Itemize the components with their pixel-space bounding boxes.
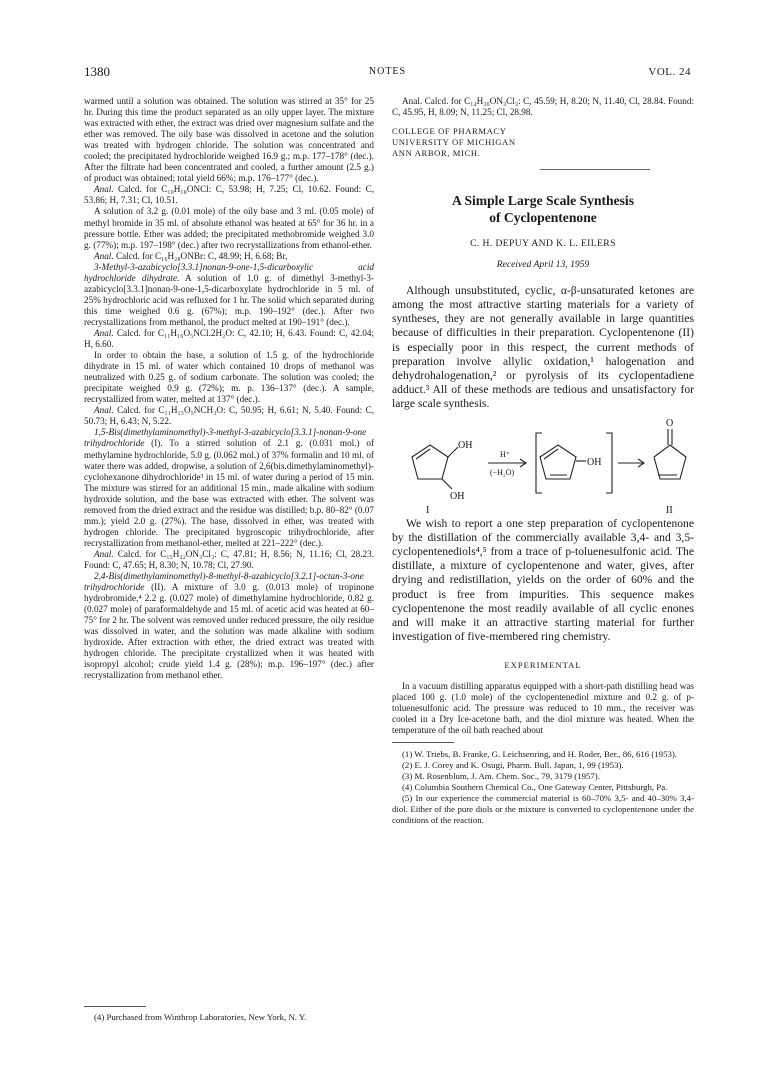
footnote-rule (84, 1006, 146, 1007)
reagent-water: (−H₂O) (490, 468, 515, 478)
report-text (392, 517, 694, 644)
compound-label-I: I (426, 505, 430, 517)
paragraph: A solution of 3.2 g. (0.01 mole) of the oily base and 3 ml. (0.05 mole) of methyl bromide in 35 ml. of absolute ethanol was heated at 65° for 36 hr. in a pressure bottle. Ether was added; the precipitated methobromide weighed 3.0 g. (77%); m.p. 197–198° (dec.) after two recrystallizations from ethanol-ether. (84, 206, 374, 250)
analysis-line: Anal. Calcd. for C₁₀H₁₈ONCl: C, 53.98; H, 7.25; Cl, 10.62. Found: C, 53.86; H, 7.31; Cl, 10.51. (84, 184, 374, 206)
footnote-3: (3) M. Rosenblum, J. Am. Chem. Soc., 79, 3179 (1957). (402, 771, 600, 782)
article-title: A Simple Large Scale Synthesis of Cyclopentenone (451, 193, 634, 226)
cyclopentene-ring-I (412, 445, 448, 479)
label-carbonyl-o: O (666, 418, 674, 430)
label-oh-top: OH (458, 440, 473, 452)
cyclopentenone-ring-II (654, 445, 686, 479)
reaction-scheme (392, 415, 694, 517)
oh-bond-bottom (442, 479, 452, 489)
analysis-line: Anal. Calcd. for C₁₁H₁₅O₅NCH₃O: C, 50.95; H, 6.61; N, 5.40. Found: C, 50.73; H, 6.43; N, 5.22. (84, 405, 374, 427)
footnote-4-left: (4) Purchased from Winthrop Laboratories, New York, N. Y. (94, 1012, 307, 1022)
right-column (392, 96, 694, 826)
affiliation (392, 126, 694, 159)
analysis-line: Anal. Calcd. for C₁₄H₃₀ON₃Cl₃: C, 45.59; H, 8.20; N, 11.40, Cl, 28.84. Found: C, 45.95, H, 8.09; N, 11.25; Cl, 28.98. (392, 96, 694, 118)
footnote-2: (2) E. J. Corey and K. Osugi, Pharm. Bull. Japan, 1, 99 (1953). (402, 760, 624, 771)
label-oh-bottom: OH (450, 491, 465, 503)
received-date: Received April 13, 1959 (496, 259, 590, 271)
paragraph: 2,4-Bis(dimethylaminomethyl)-8-methyl-8-azabicyclo[3.2.1]-octan-3-one trihydrochloride (II). A mixture of 3.0 g. (0.013 mole) of tropinone hydrobromide,⁴ 2.2 g. (0.027 mole) of dimethylamine hydrochloride, 0.82 g. (0.027 mole) of paraformaldehyde and 15 ml. of acetic acid was heated at 60–75° for 2 hr. The solvent was removed under reduced pressure, the oily residue was dissolved in water, and the solution was made alkaline with sodium hydroxide. After extraction with ether, the dried extract was treated with hydrogen chloride. The precipitate crystallized when it was heated with isopropyl alcohol; crude yield 1.4 g. (28%); m.p. 196–197° (dec.) after recrystallization from methanol ether. (84, 571, 374, 681)
experimental-paragraph: In a vacuum distilling apparatus equipped with a short-path distilling head was placed 100 g. (1.0 mole) of the cyclopentenediol mixture and 0.2 g. of p-toluenesulfonic acid. The pressure was reduced to 10 mm., the receiver was cooled in a Dry Ice-acetone bath, and the diol mixture was heated. When the temperature of the oil bath reached about (392, 680, 694, 736)
footnote-4: (4) Columbia Southern Chemical Co., One Gateway Center, Pittsburgh, Pa. (402, 782, 668, 793)
intermediate-ring (540, 445, 576, 479)
footnotes (392, 749, 694, 826)
double-bond-int-1 (544, 449, 558, 459)
page-header (84, 64, 691, 80)
paragraph: warmed until a solution was obtained. The solution was stirred at 35° for 25 hr. During this time the product separated as an oily upper layer. The mixture was extracted with ether, the extract was dried over magnesium sulfate and the ether was removed. The oily base was dissolved in acetone and the solution was treated with hydrogen chloride. The solution was concentrated and cooled; the precipitated hydrochloride weighed 16.9 g.; m.p. 177–178° (dec.). After the filtrate had been concentrated and cooled, a further amount (2.5 g.) of product was obtained; total yield 66%; m.p. 176–177° (dec.). (84, 96, 374, 184)
reagent-acid: H⁺ (500, 450, 510, 460)
footnote-5: (5) In our experience the commercial material is 60–70% 3,5- and 40–30% 3,4- diol. Either of the pure diols or the mixture is converted to cyclopentenone under the conditions of the reaction. (392, 793, 694, 826)
compound-label-II: II (666, 505, 673, 517)
analysis-line: Anal. Calcd. for C₁₆H₂₈ONBr: C, 48.99; H, 6.68; Br, (94, 250, 288, 261)
paragraph: Although unsubstituted, cyclic, α-β-unsaturated ketones are among the most attractive starting materials for a variety of syntheses, they are not generally available in large quantities because of difficulties in their preparation. Cyclopentenone (II) is especially poor in this respect, the current methods of preparation involve allylic oxidation,¹ halogenation and dehydrohalogenation,² or pyrolysis of its cyclopentadiene adduct.³ All of these methods are tedious and unsatisfactory for large scale synthesis. (392, 284, 694, 410)
section-name: NOTES (368, 66, 407, 77)
reaction-scheme-svg (392, 415, 694, 517)
double-bond-I (416, 449, 430, 459)
paragraph: We wish to report a one step preparation of cyclopentenone by the distillation of the commercially available 3,4- and 3,5-cyclopentenediols⁴,⁵ from a trace of p-toluenesulfonic acid. The distillate, a mixture of cyclopentenone and water, gives, after drying and redistillation, yields on the order of 60% and the product is free from impurities. This sequence makes cyclopentenone the most readily available of all cyclic enones and will make it an attractive starting material for further investigation of five-membered ring chemistry. (392, 517, 694, 643)
footnote-rule (392, 742, 454, 743)
analysis-line: Anal. Calcd. for C₁₁H₁₆O₅NCl.2H₂O: C, 42.10; H, 6.43. Found: C, 42.04; H, 6.60. (84, 327, 374, 350)
volume-label: VOL. 24 (648, 66, 691, 78)
experimental-heading: EXPERIMENTAL (504, 659, 582, 670)
affiliation-line: COLLEGE OF PHARMACY (392, 126, 507, 137)
page-number: 1380 (84, 64, 110, 79)
paragraph: In order to obtain the base, a solution of 1.5 g. of the hydrochloride dihydrate in 15 ml. of water which contained 10 drops of methanol was neutralized with 0.25 g. of sodium carbonate. The solution was cooled; the precipitate weighed 0.9 g. (72%); m. p. 136–137° (dec.). A sample, recrystallized from water, melted at 137° (dec.). (84, 350, 374, 405)
bracket-right (606, 433, 612, 493)
analysis-line: Anal. Calcd. for C₁₅H₃₂ON₃Cl₃: C, 47.81; H, 8.56; N, 11.16; Cl, 28.23. Found: C, 47.65; H, 8.30; N, 10.78; Cl, 27.90. (84, 548, 374, 570)
label-oh-mid: OH (587, 457, 602, 469)
article-authors: C. H. DEPUY AND K. L. EILERS (470, 238, 616, 250)
affiliation-line: ANN ARBOR, MICH. (392, 148, 481, 159)
left-column (84, 96, 374, 681)
section-divider (540, 169, 650, 170)
intro-text (392, 284, 694, 411)
paragraph: 3-Methyl-3-azabicyclo[3.3.1]nonan-9-one-1,5-dicarboxylic acid hydrochloride dihydrate. A solution of 1.0 g. of dimethyl 3-methyl-3-azabicyclo[3.3.1]nonan-9-one-1,5-dicarboxylate hydrochloride in 5 ml. of 25% hydrochloric acid was refluxed for 1 hr. The solid which separated during this time weighed 0.6 g. (67%); m.p. 190–192° (dec.). After two recrystallizations from methanol, the product melted at 190–191° (dec.). (84, 261, 374, 327)
footnote-1: (1) W. Triebs, B. Franke, G. Leichsenring, and H. Roder, Ber., 86, 616 (1953). (402, 749, 678, 760)
affiliation-line: UNIVERSITY OF MICHIGAN (392, 137, 516, 148)
paragraph: 1,5-Bis(dimethylaminomethyl)-3-methyl-3-azabicyclo[3.3.1]-nonan-9-one trihydrochloride (I). To a stirred solution of 2.1 g. (0.031 mol.) of methylamine hydrochloride, 5.0 g. (0.062 mol.) of 37% formalin and 10 ml. of water there was added, dropwise, a solution of 2,6(bis.dimethylaminomethyl)-cyclohexanone dihydrochloride³ in 15 ml. of water during a period of 15 min. The mixture was stirred for an additional 15 min., made alkaline with sodium hydroxide solution, and the base was extracted with ether. The solvent was removed from the dried extract and the residue was distilled; b.p. 80–82° (0.07 mm.); yield 2.0 g. (27%). The base, dissolved in ether, was treated with hydrogen chloride. The precipitated hygroscopic trihydrochloride, after recrystallization from methanol-ether, melted at 221–222° (dec.). (84, 427, 374, 548)
oh-bond-top (448, 447, 458, 457)
